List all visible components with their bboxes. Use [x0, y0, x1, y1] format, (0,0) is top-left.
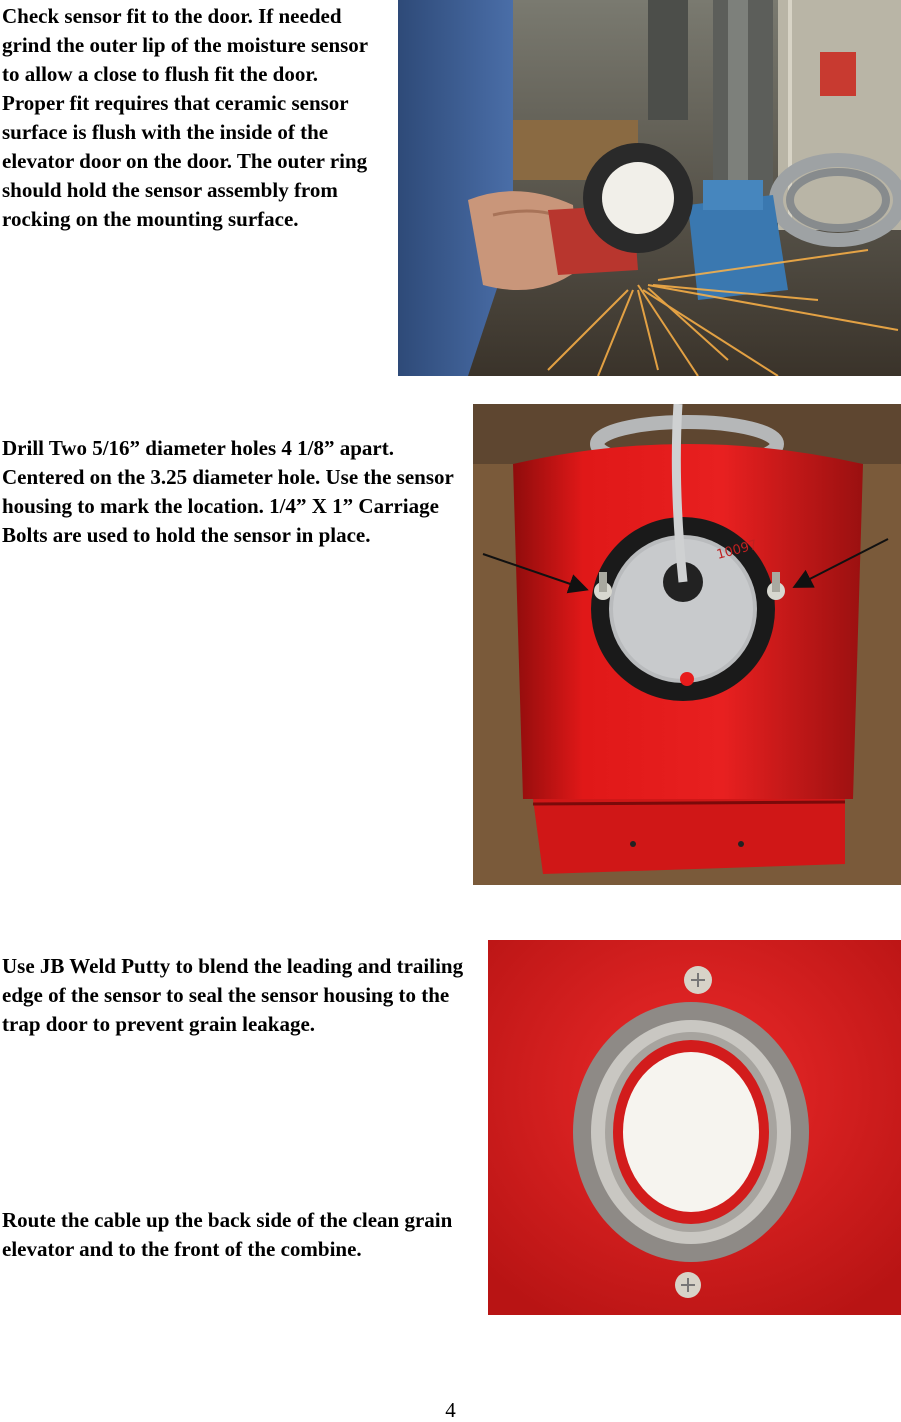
instruction-route-cable: Route the cable up the back side of the clean grain elevator and to the front of the combine.	[2, 1208, 453, 1261]
instruction-jb-weld: Use JB Weld Putty to blend the leading and trailing edge of the sensor to seal the sensor housing to the trap door to prevent grain leakage.	[2, 954, 464, 1036]
instruction-drill-holes: Drill Two 5/16” diameter holes 4 1/8” apart. Centered on the 3.25 diameter hole. Use the sensor housing to mark the location. 1/4” X 1” Carriage Bolts are used to hold the sensor in place.	[2, 436, 454, 547]
handwritten-label: 10097	[715, 537, 759, 563]
page-number: 4	[445, 1398, 456, 1422]
photo-grinding-sensor	[398, 0, 901, 376]
photo-sensor-closeup	[488, 940, 901, 1315]
instruction-check-sensor-fit: Check sensor fit to the door. If needed grind the outer lip of the moisture sensor to allow a close to flush fit the door. Proper fit requires that ceramic sensor surface is flush with the inside of the elevator door on the door. The outer ring should hold the sensor assembly from rocking on the mounting surface.	[2, 4, 368, 231]
photo-sensor-mounted-door	[473, 404, 901, 885]
